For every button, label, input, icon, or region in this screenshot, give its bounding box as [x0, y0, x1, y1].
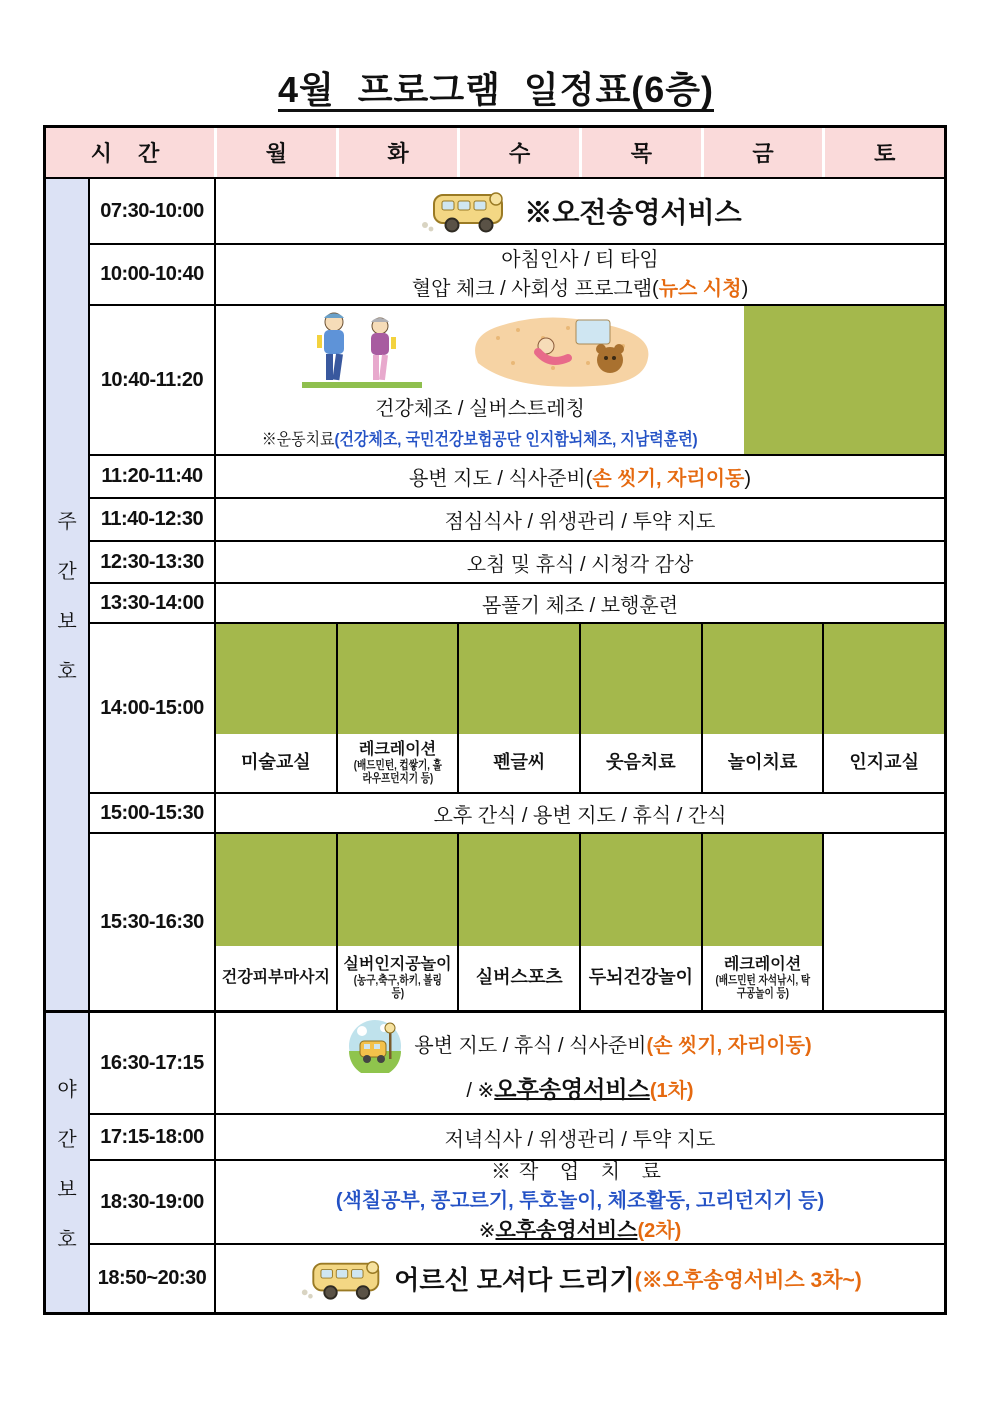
row-time: 10:00-10:40 [90, 245, 216, 304]
row-1850 [90, 1243, 944, 1312]
activity-text: / ※오후송영서비스(1차) [466, 1076, 694, 1103]
side-char: 보 [57, 1179, 77, 1201]
header-day-fri: 금 [701, 128, 823, 177]
activity-text: 아침인사 / 티 타임 [501, 248, 659, 271]
activity-cell [336, 834, 458, 1010]
row-content [216, 794, 944, 832]
activity-photo [581, 834, 701, 946]
row-time: 18:30-19:00 [90, 1161, 216, 1243]
row-content [216, 624, 944, 792]
side-char: 간 [57, 1129, 77, 1151]
side-char: 야 [57, 1079, 77, 1101]
activity-text: ※오후송영서비스(2차) [478, 1218, 682, 1242]
row-1040 [90, 304, 944, 454]
activity-cell-empty [822, 834, 944, 1010]
school-bus-icon [298, 1256, 386, 1302]
activity-label: 놀이치료 [727, 752, 798, 773]
row-time: 16:30-17:15 [90, 1013, 216, 1113]
row-time: 12:30-13:30 [90, 542, 216, 582]
activity-label: 펜글씨 [493, 752, 546, 773]
row-1140 [90, 497, 944, 540]
activity-label: 실버인지공놀이 (농구,축구,하키, 볼링 등) [343, 956, 452, 1000]
cliparts [302, 308, 658, 392]
row-time: 14:00-15:00 [90, 624, 216, 792]
activity-cell [822, 624, 944, 792]
activity-photo [703, 834, 823, 946]
activity-cell [579, 624, 701, 792]
row-time: 18:50~20:30 [90, 1245, 216, 1312]
activity-text: ※운동치료(건강체조, 국민건강보험공단 인지함뇌체조, 지남력훈련) [262, 430, 698, 449]
section-daycare [46, 179, 944, 1010]
activity-text: 용변 지도 / 휴식 / 식사준비(손 씻기, 자리이동) [348, 1019, 811, 1073]
activity-text: 오후 간식 / 용변 지도 / 휴식 / 간식 [433, 804, 727, 827]
activity-cell [701, 834, 823, 1010]
header-day-tue: 화 [336, 128, 458, 177]
activity-label: 실버스포츠 [475, 967, 563, 988]
activity-text: 저녁식사 / 위생관리 / 투약 지도 [444, 1128, 716, 1151]
school-bus-icon [418, 187, 510, 235]
activity-text: ※작 업 치 료 [491, 1160, 669, 1183]
row-time: 15:30-16:30 [90, 834, 216, 1010]
activity-text: 몸풀기 체조 / 보행훈련 [481, 594, 679, 617]
activity-label: 건강피부마사지 [221, 969, 330, 987]
activity-photo [824, 624, 944, 734]
activity-text: (색칠공부, 콩고르기, 투호놀이, 체조활동, 고리던지기 등) [335, 1189, 825, 1212]
header-day-thu: 목 [579, 128, 701, 177]
activity-photo [216, 834, 336, 946]
activity-text: 혈압 체크 / 사회성 프로그램(뉴스 시청) [411, 277, 749, 300]
row-content [216, 1115, 944, 1159]
activity-label: 레크레이션 (배드민턴 자석낚시, 탁구공놀이 등) [715, 956, 810, 1000]
side-char: 호 [57, 661, 77, 683]
stretching-clipart [458, 308, 658, 392]
side-char: 보 [57, 611, 77, 633]
page-title [0, 62, 992, 113]
schedule-table [43, 125, 947, 1315]
activity-sublabel: (배드민턴, 컵쌓기, 훌라우프던지기 등) [353, 757, 442, 785]
row-1000 [90, 243, 944, 304]
activity-label: 레크레이션 (배드민턴, 컵쌓기, 훌라우프던지기 등) [338, 734, 458, 792]
row-time: 10:40-11:20 [90, 306, 216, 454]
row-content [216, 584, 944, 622]
table-header-row [46, 128, 944, 179]
activity-photo [459, 624, 579, 734]
row-content [216, 1245, 944, 1312]
row-time: 15:00-15:30 [90, 794, 216, 832]
row-content [216, 1013, 944, 1113]
side-char: 호 [57, 1229, 77, 1251]
page-title-text: 4월 프로그램 일정표(6층) [277, 69, 714, 110]
row-time: 07:30-10:00 [90, 179, 216, 243]
row-content [216, 306, 944, 454]
row-content [216, 245, 944, 304]
row-1500 [90, 792, 944, 832]
row-time: 11:20-11:40 [90, 456, 216, 497]
activity-sublabel: (배드민턴 자석낚시, 탁구공놀이 등) [715, 972, 810, 1000]
activity-label: 미술교실 [241, 752, 311, 773]
activity-photo [216, 624, 336, 734]
row-time: 17:15-18:00 [90, 1115, 216, 1159]
header-day-sat: 토 [822, 128, 944, 177]
activity-cell [457, 834, 579, 1010]
walking-seniors-clipart [302, 308, 422, 392]
row-1230 [90, 540, 944, 582]
row-1715 [90, 1113, 944, 1159]
activity-cell [216, 624, 336, 792]
activity-photo [459, 834, 579, 946]
activity-label: 웃음치료 [606, 752, 676, 773]
bus-stop-badge-icon [348, 1019, 402, 1073]
row-1530 [90, 832, 944, 1010]
row-content [216, 179, 944, 243]
activity-photo [581, 624, 701, 734]
activity-cell [336, 624, 458, 792]
pickup-text: 어르신 모셔다 드리기 [394, 1265, 635, 1295]
activity-sublabel: (농구,축구,하키, 볼링 등) [353, 972, 442, 1000]
morning-shuttle-text: ※오전송영서비스 [524, 197, 742, 228]
side-char: 간 [57, 561, 77, 583]
row-1830 [90, 1159, 944, 1243]
row-0730 [90, 179, 944, 243]
activity-label: 두뇌건강놀이 [588, 967, 694, 988]
row-1330 [90, 582, 944, 622]
row-content [216, 834, 944, 1010]
nightcare-vertical-label [46, 1013, 90, 1312]
row-content [216, 456, 944, 497]
activity-text: 점심식사 / 위생관리 / 투약 지도 [444, 511, 716, 533]
row-content [216, 542, 944, 582]
row-time: 13:30-14:00 [90, 584, 216, 622]
row-1400 [90, 622, 944, 792]
activity-label: 인지교실 [849, 752, 919, 773]
header-time: 시 간 [90, 141, 170, 166]
row-time: 11:40-12:30 [90, 499, 216, 540]
activity-text: 건강체조 / 실버스트레칭 [375, 398, 585, 420]
pickup-shuttle-text: (※오후송영서비스 3차~) [634, 1268, 862, 1292]
side-char: 주 [57, 511, 77, 533]
section-nightcare [46, 1010, 944, 1312]
activity-cell [457, 624, 579, 792]
row-1630 [90, 1013, 944, 1113]
header-day-wed: 수 [457, 128, 579, 177]
activity-photo [338, 624, 458, 734]
activity-text: 오침 및 휴식 / 시청각 감상 [466, 553, 694, 576]
row-content [216, 1161, 944, 1243]
activity-cell [579, 834, 701, 1010]
daycare-vertical-label [46, 179, 90, 1010]
header-day-mon: 월 [214, 128, 336, 177]
row-content [216, 499, 944, 540]
activity-cell [216, 834, 336, 1010]
activity-photo [338, 834, 458, 946]
activity-cell [701, 624, 823, 792]
classroom-photo [744, 306, 944, 454]
activity-photo [703, 624, 823, 734]
activity-text: 용변 지도 / 식사준비(손 씻기, 자리이동) [408, 468, 752, 490]
row-1120 [90, 454, 944, 497]
